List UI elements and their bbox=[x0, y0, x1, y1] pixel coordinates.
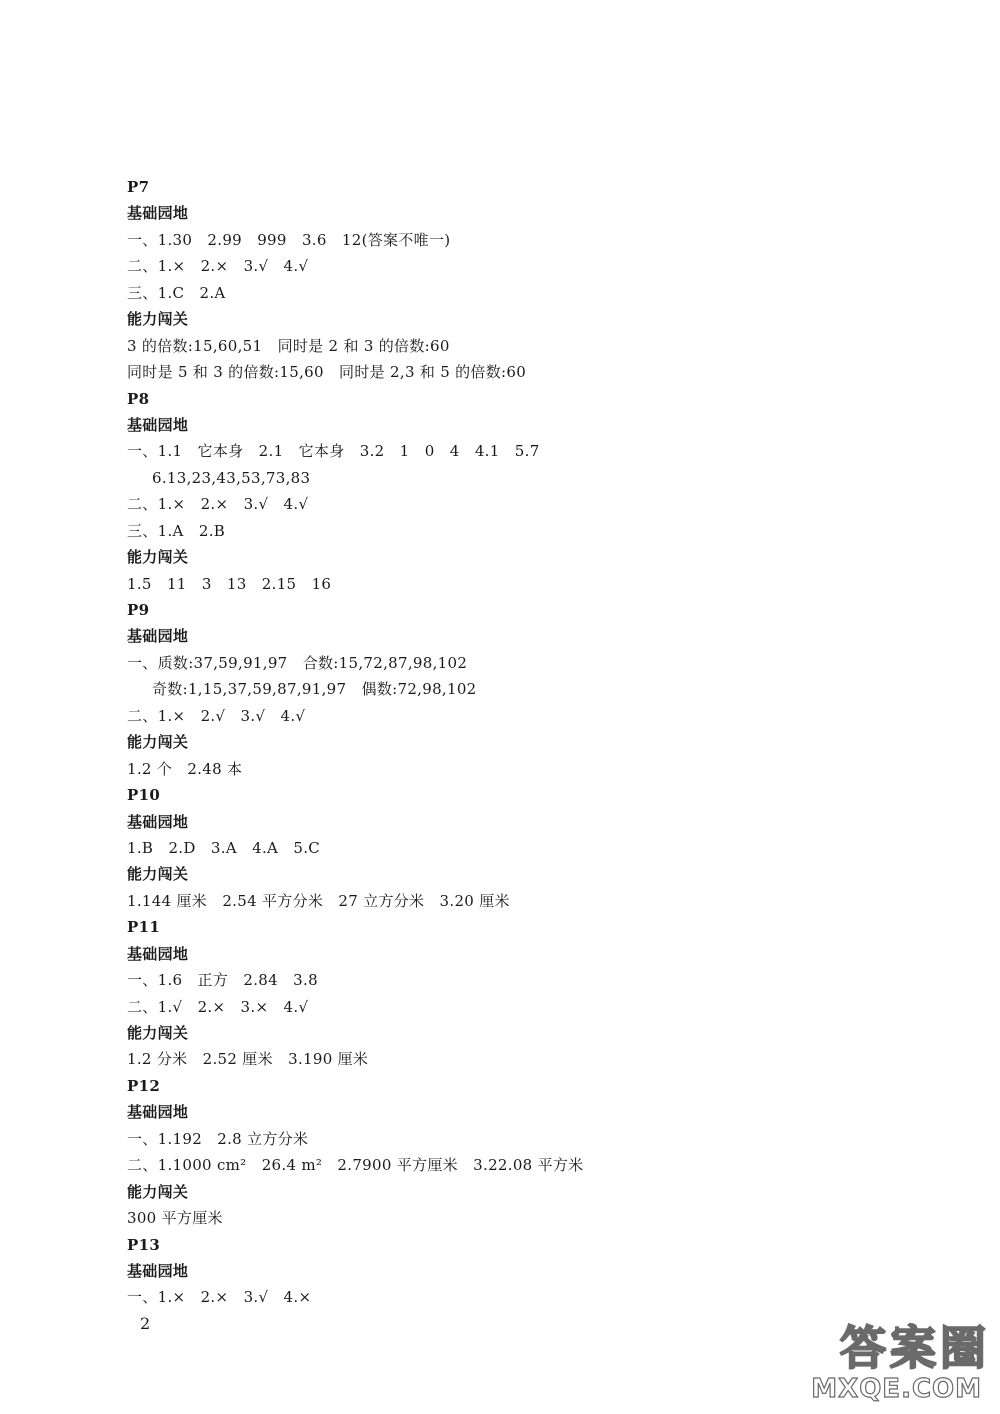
answer-line: 3 的倍数:15,60,51 同时是 2 和 3 的倍数:60 bbox=[127, 336, 450, 355]
answer-line: 1.2 分米 2.52 厘米 3.190 厘米 bbox=[127, 1050, 369, 1069]
section-heading: 基础园地 bbox=[127, 627, 189, 646]
section-heading: 能力闯关 bbox=[127, 865, 189, 884]
answer-line: 二、1.1000 cm² 26.4 m² 2.7900 平方厘米 3.22.08 平方米 bbox=[127, 1156, 584, 1175]
section-heading: 能力闯关 bbox=[127, 548, 189, 567]
section-heading: 能力闯关 bbox=[127, 1182, 189, 1201]
page-label: P13 bbox=[127, 1235, 161, 1254]
section-heading: 基础园地 bbox=[127, 1103, 189, 1122]
answer-line: 1.2 个 2.48 本 bbox=[127, 759, 243, 778]
answer-line: 1.144 厘米 2.54 平方分米 27 立方分米 3.20 厘米 bbox=[127, 891, 510, 910]
answer-line: 一、1.× 2.× 3.√ 4.× bbox=[127, 1288, 312, 1307]
answer-line: 二、1.√ 2.× 3.× 4.√ bbox=[127, 997, 309, 1016]
answer-key-body bbox=[127, 174, 827, 1311]
page-label: P10 bbox=[127, 786, 161, 805]
watermark-url: MXQE.COM bbox=[811, 1374, 982, 1404]
page-number: 2 bbox=[140, 1314, 151, 1333]
answer-line: 一、1.1 它本身 2.1 它本身 3.2 1 0 4 4.1 5.7 bbox=[127, 442, 540, 461]
watermark-logo: 答案圈 bbox=[840, 1321, 990, 1375]
section-heading: 能力闯关 bbox=[127, 733, 189, 752]
section-heading: 基础园地 bbox=[127, 812, 189, 831]
answer-line: 一、质数:37,59,91,97 合数:15,72,87,98,102 bbox=[127, 653, 468, 672]
answer-line: 一、1.30 2.99 999 3.6 12(答案不唯一) bbox=[127, 230, 451, 249]
watermark bbox=[790, 1312, 990, 1412]
answer-line: 一、1.6 正方 2.84 3.8 bbox=[127, 971, 318, 990]
page-label: P8 bbox=[127, 389, 150, 408]
answer-line-continued: 奇数:1,15,37,59,87,91,97 偶数:72,98,102 bbox=[152, 680, 477, 699]
section-heading: 能力闯关 bbox=[127, 310, 189, 329]
section-heading: 基础园地 bbox=[127, 204, 189, 223]
section-heading: 基础园地 bbox=[127, 1261, 189, 1280]
answer-line: 三、1.C 2.A bbox=[127, 283, 226, 302]
answer-line: 同时是 5 和 3 的倍数:15,60 同时是 2,3 和 5 的倍数:60 bbox=[127, 363, 527, 382]
page-label: P11 bbox=[127, 918, 161, 937]
page-label: P7 bbox=[127, 178, 150, 196]
answer-line: 二、1.× 2.× 3.√ 4.√ bbox=[127, 257, 309, 276]
answer-line: 二、1.× 2.√ 3.√ 4.√ bbox=[127, 706, 306, 725]
answer-line: 二、1.× 2.× 3.√ 4.√ bbox=[127, 495, 309, 514]
answer-line: 一、1.192 2.8 立方分米 bbox=[127, 1129, 309, 1148]
answer-line: 三、1.A 2.B bbox=[127, 521, 226, 540]
page-label: P12 bbox=[127, 1076, 161, 1095]
answer-line-continued: 6.13,23,43,53,73,83 bbox=[152, 468, 311, 487]
answer-line: 1.5 11 3 13 2.15 16 bbox=[127, 574, 332, 593]
page-label: P9 bbox=[127, 601, 150, 619]
answer-line: 300 平方厘米 bbox=[127, 1209, 223, 1228]
section-heading: 基础园地 bbox=[127, 944, 189, 963]
section-heading: 基础园地 bbox=[127, 415, 189, 434]
answer-line: 1.B 2.D 3.A 4.A 5.C bbox=[127, 838, 321, 857]
section-heading: 能力闯关 bbox=[127, 1024, 189, 1042]
